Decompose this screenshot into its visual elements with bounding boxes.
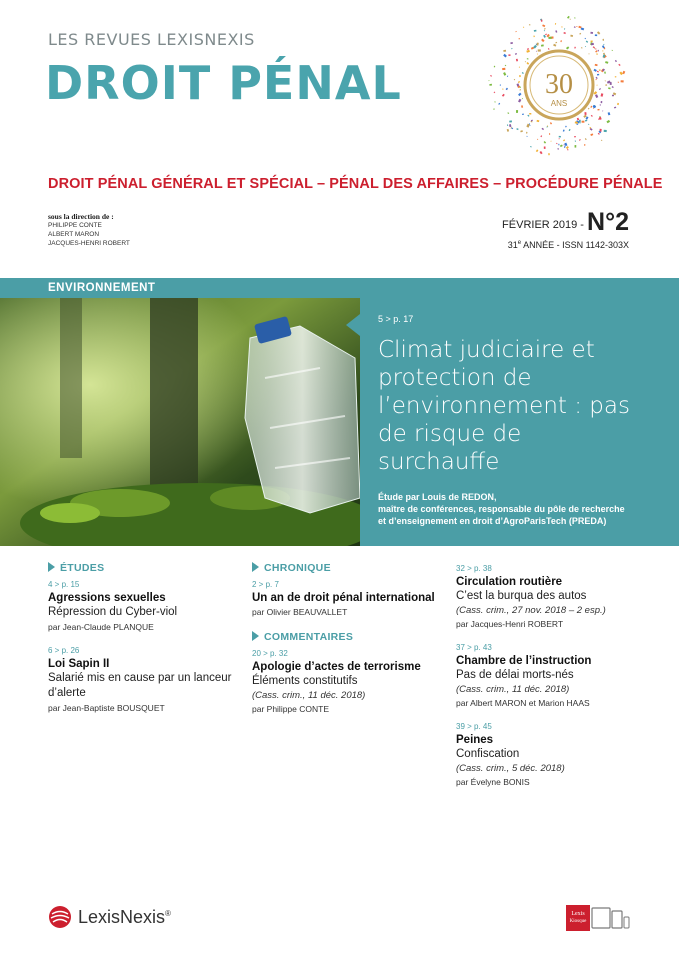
confetti-dot: [576, 124, 578, 125]
confetti-dot: [585, 138, 587, 140]
confetti-dot: [588, 108, 590, 110]
confetti-dot: [597, 71, 599, 73]
direction-label: sous la direction de :: [48, 212, 114, 221]
confetti-dot: [550, 122, 552, 124]
confetti-dot: [533, 35, 535, 37]
confetti-dot: [559, 138, 560, 139]
confetti-dot: [599, 88, 601, 90]
confetti-dot: [516, 110, 518, 113]
confetti-dot: [563, 32, 565, 34]
confetti-dot: [508, 54, 510, 56]
confetti-dot: [618, 82, 620, 83]
confetti-dot: [617, 103, 619, 105]
confetti-dot: [526, 62, 529, 65]
confetti-dot: [608, 112, 611, 115]
chronique-column: [252, 562, 442, 728]
confetti-dot: [545, 33, 547, 35]
confetti-dot: [518, 99, 521, 103]
confetti-dot: [601, 93, 604, 96]
confetti-dot: [565, 126, 567, 128]
toc-page-ref: 39 > p. 45: [456, 722, 492, 731]
confetti-dot: [490, 75, 492, 77]
confetti-dot: [602, 110, 603, 111]
confetti-dot: [520, 130, 523, 132]
confetti-dot: [563, 129, 565, 131]
confetti-dot: [527, 115, 529, 117]
confetti-dot: [591, 115, 593, 117]
confetti-dot: [502, 68, 505, 70]
confetti-dot: [541, 44, 544, 46]
confetti-dot: [559, 136, 561, 138]
confetti-dot: [604, 72, 606, 74]
confetti-dot: [531, 120, 533, 122]
confetti-dot: [530, 146, 532, 148]
toc-item-subtitle: Salarié mis en cause par un lanceur d’alerte: [48, 672, 232, 699]
confetti-dot: [555, 23, 556, 25]
confetti-dot: [525, 61, 526, 62]
confetti-dot: [590, 32, 593, 34]
confetti-dot: [597, 31, 600, 34]
confetti-dot: [574, 17, 575, 18]
confetti-dot: [578, 26, 581, 29]
feature-notch: [346, 314, 360, 336]
confetti-dot: [597, 109, 599, 111]
confetti-dot: [519, 38, 520, 39]
confetti-dot: [509, 124, 511, 127]
confetti-dot: [566, 46, 569, 49]
confetti-dot: [506, 88, 508, 90]
confetti-dot: [553, 44, 556, 47]
confetti-dot: [596, 79, 597, 80]
toc-item-title: Chambre de l’instruction: [456, 655, 592, 667]
toc-item-case: (Cass. crim., 27 nov. 2018 – 2 esp.): [456, 605, 606, 616]
confetti-dot: [579, 120, 581, 122]
confetti-dot: [560, 40, 561, 42]
confetti-dot: [548, 153, 550, 155]
confetti-dot: [574, 26, 576, 28]
confetti-dot: [564, 28, 565, 29]
confetti-dot: [549, 133, 550, 135]
confetti-dot: [574, 136, 576, 137]
triangle-icon: [48, 562, 55, 572]
confetti-dot: [520, 89, 521, 91]
confetti-dot: [584, 112, 586, 115]
chronique-heading: CHRONIQUE: [252, 562, 442, 574]
confetti-dot: [581, 47, 583, 48]
confetti-dot: [594, 91, 598, 95]
confetti-dot: [584, 144, 585, 146]
confetti-dot: [544, 147, 546, 149]
devices-icon: [590, 905, 630, 931]
confetti-dot: [593, 46, 595, 48]
bottle-in-forest-image: [0, 298, 360, 546]
confetti-dot: [601, 101, 603, 103]
toc-item-subtitle: Confiscation: [456, 748, 520, 760]
confetti-dot: [595, 77, 597, 79]
toc-item-title: Agressions sexuelles: [48, 592, 166, 604]
confetti-dot: [564, 143, 567, 147]
confetti-dot: [560, 145, 563, 148]
confetti-dot: [526, 132, 528, 134]
confetti-dot: [507, 129, 509, 132]
confetti-dot: [527, 48, 529, 50]
confetti-dot: [537, 53, 538, 54]
confetti-dot: [511, 48, 512, 49]
journal-title: DROIT PÉNAL: [45, 56, 402, 110]
confetti-dot: [536, 149, 539, 152]
confetti-dot: [558, 144, 559, 146]
confetti-dot: [538, 49, 541, 51]
confetti-dot: [595, 94, 598, 98]
confetti-dot: [564, 144, 565, 145]
series-name: LES REVUES LEXISNEXIS: [48, 30, 255, 49]
toc-item[interactable]: [48, 580, 238, 632]
confetti-dot: [612, 50, 613, 51]
confetti-dot: [579, 33, 581, 35]
confetti-dot: [593, 69, 596, 72]
confetti-dot: [502, 94, 505, 97]
confetti-dot: [575, 140, 576, 141]
confetti-dot: [522, 98, 523, 99]
confetti-dot: [541, 20, 543, 22]
toc-item-case: (Cass. crim., 5 déc. 2018): [456, 763, 565, 774]
confetti-dot: [577, 118, 579, 121]
confetti-dot: [498, 103, 500, 105]
confetti-dot: [519, 75, 521, 77]
confetti-dot: [534, 30, 537, 32]
logo-text: LexisNexis®: [78, 906, 171, 927]
confetti-dot: [555, 30, 557, 33]
feature-author: Étude par Louis de REDON, maître de conférences, responsable du pôle de recherche et d’enseignement en droit d’AgroParisTech (PREDA): [378, 492, 625, 526]
confetti-dot: [548, 37, 551, 39]
confetti-dot: [595, 64, 598, 66]
confetti-dot: [604, 130, 607, 132]
confetti-dot: [494, 66, 496, 68]
toc-page-ref: 6 > p. 26: [48, 646, 80, 655]
confetti-dot: [509, 120, 512, 122]
confetti-dot: [582, 121, 585, 123]
feature-page-ref[interactable]: 5 > p. 17: [378, 314, 414, 324]
confetti-dot: [516, 128, 518, 130]
confetti-dot: [618, 64, 620, 66]
confetti-dot: [507, 75, 508, 77]
toc-item-case: (Cass. crim., 11 déc. 2018): [252, 690, 366, 701]
confetti-dot: [567, 149, 569, 150]
confetti-dot: [536, 43, 538, 46]
confetti-dot: [488, 80, 489, 81]
confetti-dot: [601, 140, 602, 141]
digital-access-icons: [566, 905, 630, 931]
triangle-icon: [252, 562, 259, 572]
confetti-dot: [569, 19, 570, 20]
confetti-dot: [598, 50, 600, 52]
issue-date: FÉVRIER 2019 -: [502, 219, 588, 231]
confetti-dot: [514, 79, 515, 80]
toc-item[interactable]: [48, 646, 238, 713]
feature-photo: [0, 298, 360, 546]
toc-page-ref: 2 > p. 7: [252, 580, 279, 589]
confetti-dot: [493, 108, 494, 110]
editorial-direction: [48, 212, 130, 248]
issue-year-issn: 31e ANNÉE - ISSN 1142-303X: [507, 240, 629, 250]
confetti-dot: [550, 141, 551, 142]
toc-item-title: Peines: [456, 734, 494, 746]
toc-item[interactable]: [456, 564, 656, 629]
confetti-dot: [612, 86, 614, 88]
lexisnexis-sphere-icon: [48, 905, 72, 929]
confetti-dot: [542, 24, 545, 27]
director-name: JACQUES-HENRI ROBERT: [48, 240, 130, 247]
confetti-dot: [575, 145, 577, 148]
confetti-dot: [557, 148, 558, 150]
confetti-dot: [515, 31, 516, 32]
confetti-dot: [602, 50, 603, 51]
confetti-dot: [605, 80, 606, 81]
confetti-dot: [548, 48, 550, 50]
confetti-dot: [526, 50, 530, 53]
confetti-dot: [580, 122, 581, 123]
confetti-dot: [603, 39, 605, 41]
confetti-dot: [494, 101, 495, 102]
confetti-dot: [576, 26, 577, 27]
toc-item-author: par Jean-Claude PLANQUE: [48, 622, 154, 632]
toc-page-ref: 37 > p. 43: [456, 643, 492, 652]
confetti-dot: [612, 95, 614, 97]
toc-item-author: par Olivier BEAUVALLET: [252, 607, 348, 617]
director-name: PHILIPPE CONTE: [48, 222, 102, 229]
confetti-dot: [569, 129, 571, 131]
confetti-dot: [541, 39, 545, 43]
feature-title[interactable]: Climat judiciaire et protection de l’environnement : pas de risque de surchauffe: [378, 337, 630, 475]
confetti-dot: [503, 50, 506, 52]
confetti-dot: [503, 72, 506, 76]
confetti-dot: [586, 41, 588, 43]
director-name: ALBERT MARON: [48, 231, 100, 238]
confetti-dot: [521, 105, 523, 108]
confetti-dot: [561, 26, 562, 27]
confetti-dot: [605, 61, 608, 64]
commentaires-heading: COMMENTAIRES: [252, 631, 442, 643]
etudes-column: [48, 562, 238, 727]
confetti-dot: [540, 151, 543, 154]
confetti-dot: [566, 146, 569, 149]
lexis-kiosque-badge[interactable]: Lexis Kiosque: [566, 905, 590, 931]
toc-page-ref: 32 > p. 38: [456, 564, 492, 573]
confetti-dot: [615, 76, 617, 77]
toc-page-ref: 4 > p. 15: [48, 580, 80, 589]
confetti-dot: [606, 120, 610, 123]
toc-item-author: par Jacques-Henri ROBERT: [456, 619, 564, 629]
confetti-dot: [603, 44, 604, 45]
confetti-dot: [563, 139, 565, 141]
confetti-dot: [597, 85, 598, 86]
confetti-dot: [507, 124, 508, 126]
confetti-dot: [597, 74, 599, 76]
confetti-dot: [522, 114, 524, 115]
confetti-dot: [489, 84, 492, 86]
confetti-dot: [544, 141, 547, 144]
toc-item-author: par Jean-Baptiste BOUSQUET: [48, 703, 165, 713]
confetti-dot: [503, 54, 507, 58]
issue-number: N°2: [587, 208, 629, 236]
confetti-dot: [541, 128, 544, 130]
confetti-dot: [555, 42, 557, 44]
toc-item-title: Un an de droit pénal international: [252, 592, 435, 604]
confetti-dot: [502, 88, 503, 89]
confetti-dot: [537, 120, 540, 122]
confetti-dot: [619, 72, 622, 76]
confetti-dot: [505, 65, 507, 66]
confetti-dot: [527, 58, 529, 59]
confetti-dot: [585, 120, 588, 122]
journal-subtitle: DROIT PÉNAL GÉNÉRAL ET SPÉCIAL – PÉNAL DES AFFAIRES – PROCÉDURE PÉNALE: [48, 176, 663, 192]
confetti-dot: [523, 27, 524, 28]
confetti-dot: [507, 112, 509, 114]
confetti-dot: [621, 80, 624, 82]
confetti-dot: [608, 87, 611, 89]
confetti-dot: [588, 54, 589, 55]
confetti-dot: [529, 24, 530, 25]
toc-item-case: (Cass. crim., 11 déc. 2018): [456, 684, 570, 695]
confetti-dot: [544, 30, 545, 31]
etudes-heading: ÉTUDES: [48, 562, 238, 574]
toc-item-subtitle: Pas de délai morts-nés: [456, 669, 574, 681]
confetti-dot: [518, 81, 520, 83]
toc-item-subtitle: Répression du Cyber-viol: [48, 606, 178, 618]
confetti-dot: [584, 38, 586, 40]
confetti-dot: [527, 136, 528, 137]
confetti-dot: [567, 16, 570, 19]
commentaires-column-continued: [456, 564, 656, 801]
confetti-dot: [579, 139, 581, 141]
confetti-dot: [598, 133, 600, 135]
confetti-dot: [500, 84, 501, 85]
confetti-dot: [536, 51, 537, 52]
confetti-dot: [599, 70, 601, 71]
confetti-dot: [494, 92, 496, 94]
confetti-dot: [586, 116, 589, 119]
confetti-dot: [588, 124, 589, 125]
confetti-dot: [556, 143, 558, 145]
confetti-dot: [596, 53, 598, 54]
confetti-dot: [574, 47, 576, 49]
feature-section-label: ENVIRONNEMENT: [48, 282, 156, 294]
confetti-dot: [564, 146, 566, 148]
toc-item-author: par Évelyne BONIS: [456, 777, 530, 787]
toc-item[interactable]: [456, 643, 656, 708]
confetti-dot: [590, 133, 593, 136]
confetti-dot: [581, 28, 584, 31]
toc-page-ref: 20 > p. 32: [252, 649, 288, 658]
confetti-dot: [522, 72, 524, 74]
confetti-dot: [600, 105, 601, 106]
toc-item-author: par Philippe CONTE: [252, 704, 330, 714]
toc-item-title: Circulation routière: [456, 576, 563, 588]
confetti-dot: [516, 59, 518, 62]
triangle-icon: [252, 631, 259, 641]
toc-item[interactable]: [456, 722, 656, 787]
confetti-dot: [543, 35, 546, 38]
confetti-dot: [544, 28, 546, 30]
confetti-dot: [622, 71, 625, 74]
toc-item[interactable]: [252, 580, 442, 617]
confetti-dot: [537, 139, 538, 140]
confetti-dot: [595, 34, 597, 36]
confetti-dot: [510, 42, 513, 44]
badge-number: 30: [545, 69, 573, 100]
confetti-dot: [590, 106, 592, 108]
confetti-dot: [615, 60, 617, 62]
issue-info: [502, 208, 629, 250]
confetti-dot: [518, 93, 521, 96]
confetti-dot: [585, 46, 586, 47]
toc-item-title: Loi Sapin II: [48, 658, 110, 670]
toc-item-title: Apologie d’actes de terrorisme: [252, 661, 421, 673]
toc-item-author: par Albert MARON et Marion HAAS: [456, 698, 590, 708]
toc-item-subtitle: Éléments constitutifs: [252, 675, 358, 687]
confetti-dot: [515, 53, 517, 55]
confetti-dot: [595, 50, 598, 52]
confetti-dot: [570, 35, 573, 37]
anniversary-badge: [488, 14, 630, 156]
toc-item-subtitle: C’est la burqua des autos: [456, 590, 587, 602]
confetti-dot: [529, 113, 531, 115]
confetti-dot: [540, 135, 542, 137]
toc-item[interactable]: [252, 649, 442, 714]
confetti-dot: [590, 40, 592, 42]
confetti-dot: [593, 105, 597, 108]
confetti-dot: [605, 84, 607, 85]
badge-label: ANS: [550, 99, 568, 108]
lexisnexis-logo[interactable]: [48, 905, 171, 929]
confetti-dot: [614, 107, 616, 109]
confetti-dot: [519, 67, 520, 68]
